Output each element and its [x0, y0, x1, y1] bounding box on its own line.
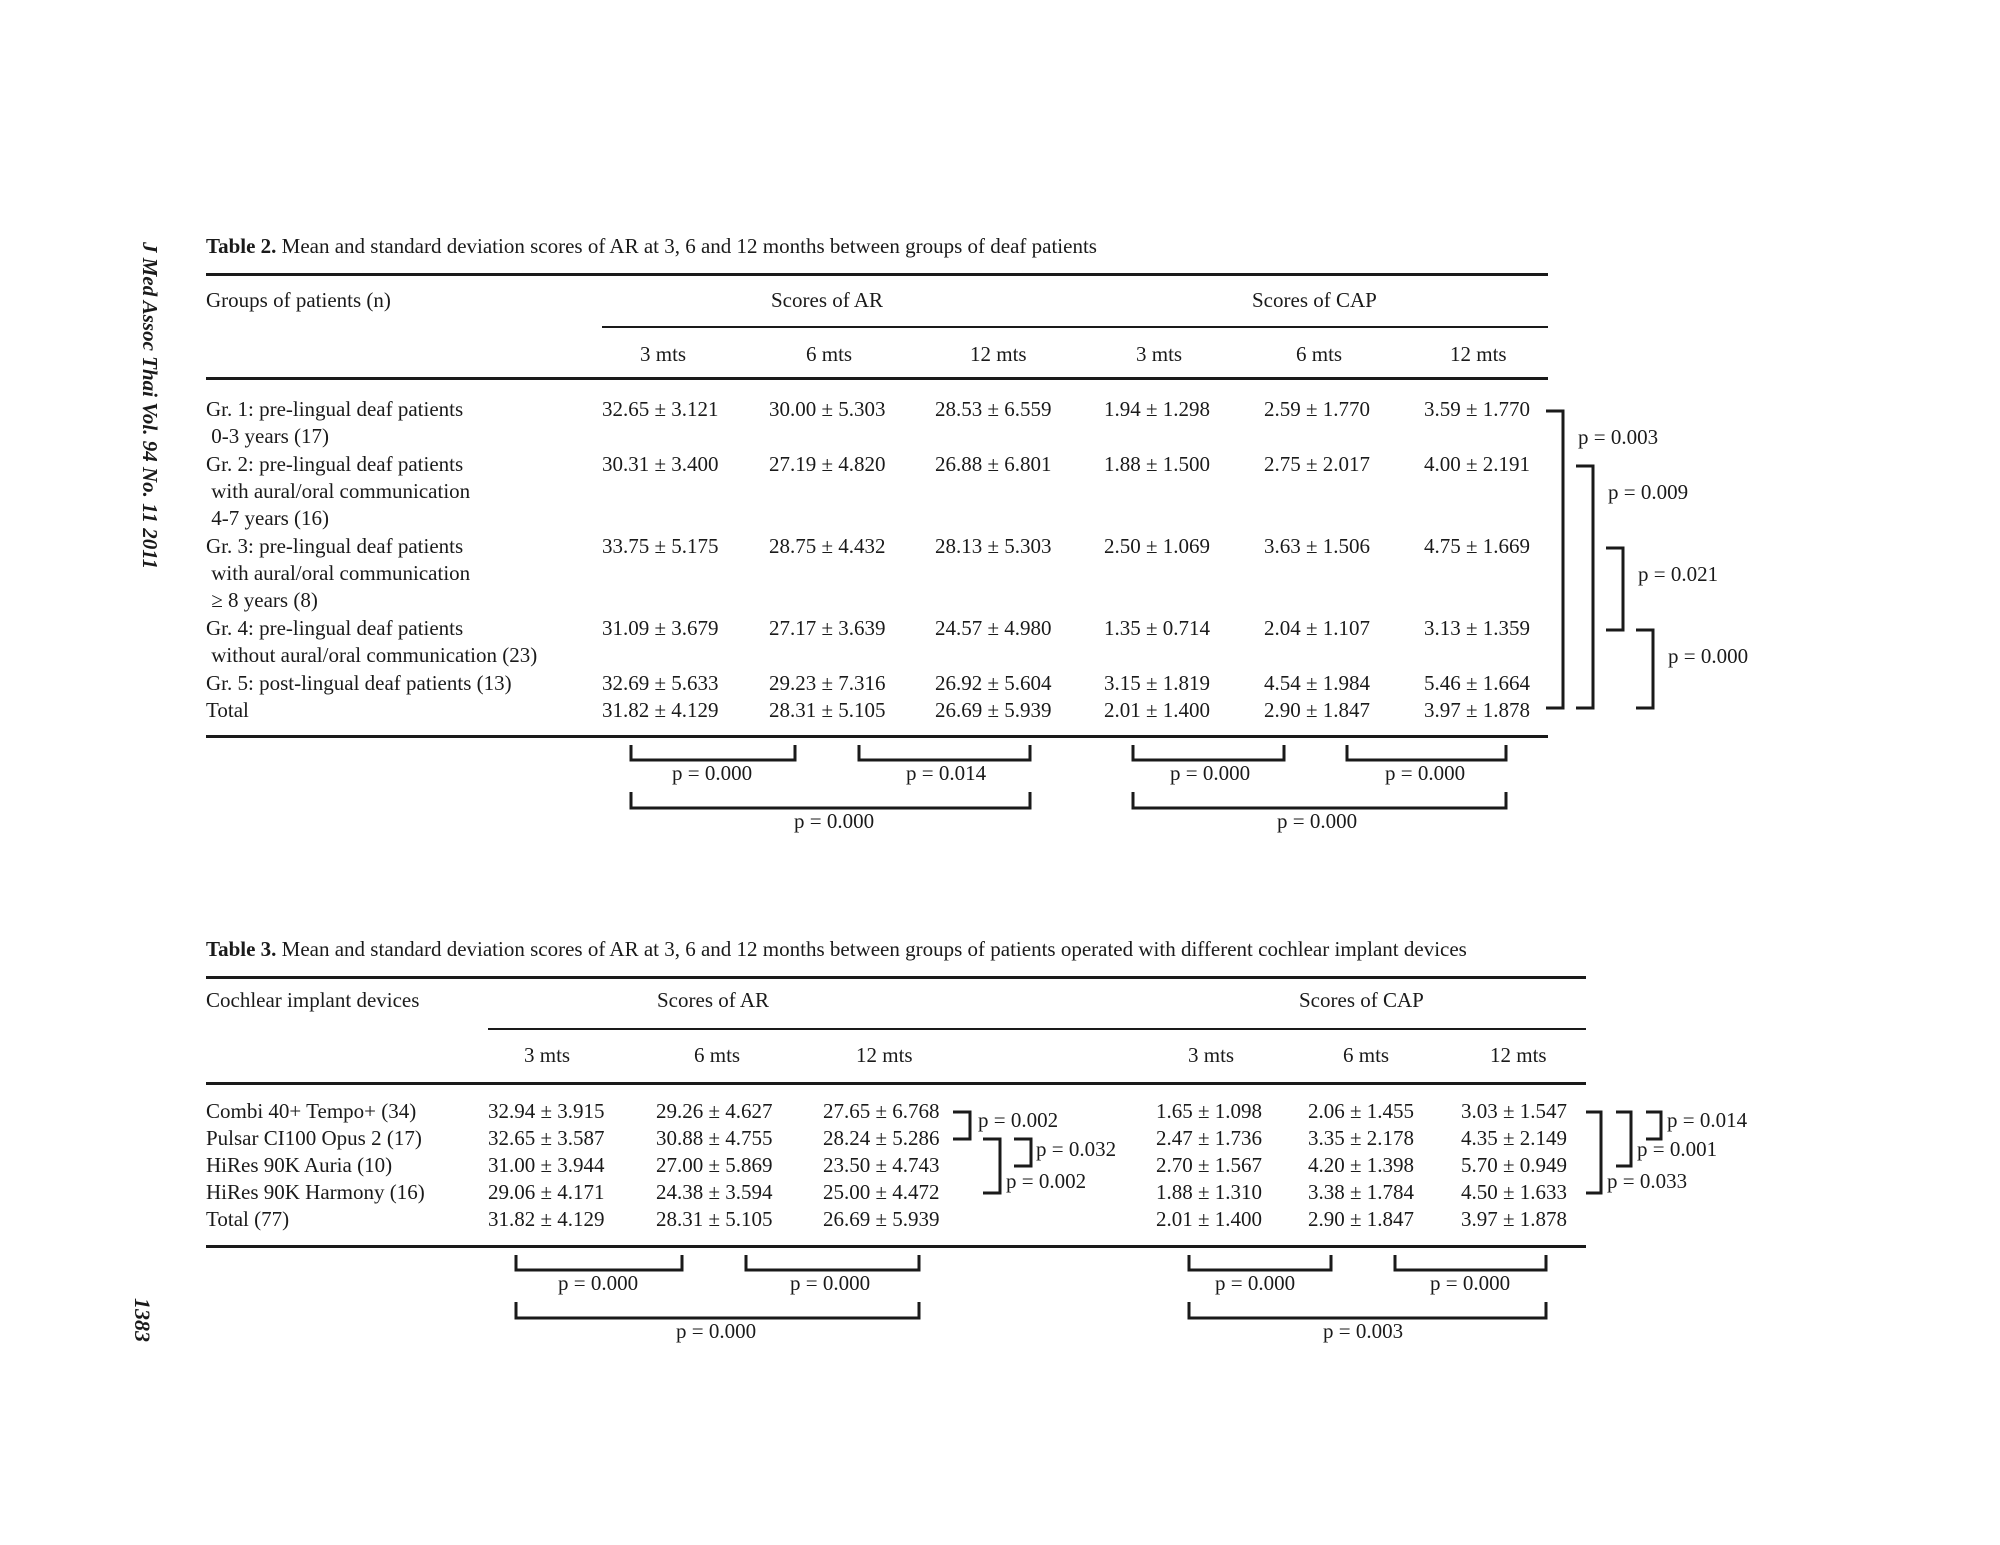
table3-row3-label: HiRes 90K Auria (10)	[206, 1153, 393, 1177]
t2-bracket-2	[1576, 466, 1593, 708]
table2-cell-r4-c3: 24.57 ± 4.980	[935, 616, 1052, 640]
table2-row1-label: Gr. 1: pre-lingual deaf patients 0-3 years (17)	[206, 397, 464, 448]
table3-cell-r1-c4: 1.65 ± 1.098	[1156, 1099, 1263, 1123]
table3-total-label: Total (77)	[206, 1207, 290, 1231]
table2-cell-r6-c3: 26.69 ± 5.939	[935, 698, 1052, 722]
table2-header-rule	[206, 377, 1548, 380]
table2-cell-r3-c5: 3.63 ± 1.506	[1264, 534, 1371, 558]
table2-total-label: Total	[206, 698, 249, 722]
table3-cell-r3-c6: 5.70 ± 0.949	[1461, 1153, 1568, 1177]
table2-p-right-4: p = 0.000	[1668, 644, 1749, 668]
table3-row2-label: Pulsar CI100 Opus 2 (17)	[206, 1126, 422, 1150]
page-number: 1383	[130, 1298, 155, 1342]
table2-row4-label: Gr. 4: pre-lingual deaf patients without aural/oral communication (23)	[206, 616, 538, 667]
table3-subheader-ar-6: 6 mts	[694, 1043, 741, 1067]
table3-cell-r2-c1: 32.65 ± 3.587	[488, 1126, 605, 1150]
table2-cell-r3-c3: 28.13 ± 5.303	[935, 534, 1052, 558]
table3-cell-r3-c2: 27.00 ± 5.869	[656, 1153, 773, 1177]
t3-bottom-bracket-5	[516, 1302, 919, 1318]
table2-cell-r1-c5: 2.59 ± 1.770	[1264, 397, 1371, 421]
table3-ar-p-right-2: p = 0.032	[1036, 1137, 1117, 1161]
table3-subheader-ar-3: 3 mts	[524, 1043, 571, 1067]
table3-label: Table 3.	[206, 937, 277, 961]
table2-p-bottom-6: p = 0.000	[1277, 809, 1358, 833]
table2-cell-r6-c4: 2.01 ± 1.400	[1104, 698, 1211, 722]
table2-label: Table 2.	[206, 234, 277, 258]
table3-bottom-rule	[206, 1245, 1586, 1248]
table2-cell-r2-c2: 27.19 ± 4.820	[769, 452, 886, 476]
table2-row2-label: Gr. 2: pre-lingual deaf patients with aural/oral communication 4-7 years (16)	[206, 452, 471, 530]
table3-cell-r1-c3: 27.65 ± 6.768	[823, 1099, 940, 1123]
table3-cell-r1-c2: 29.26 ± 4.627	[656, 1099, 773, 1123]
table3-cell-r1-c1: 32.94 ± 3.915	[488, 1099, 605, 1123]
t3-bottom-bracket-2	[746, 1255, 919, 1270]
table3-cell-r5-c1: 31.82 ± 4.129	[488, 1207, 605, 1231]
table2-subheader-cap-3: 3 mts	[1136, 342, 1183, 366]
table2-cell-r1-c6: 3.59 ± 1.770	[1424, 397, 1531, 421]
table3-cell-r2-c3: 28.24 ± 5.286	[823, 1126, 940, 1150]
table2-cell-r5-c5: 4.54 ± 1.984	[1264, 671, 1371, 695]
table2-cell-r4-c2: 27.17 ± 3.639	[769, 616, 886, 640]
table2-group-rule	[602, 326, 1548, 328]
table3-p-bottom-2: p = 0.000	[790, 1271, 871, 1295]
table2-cell-r5-c1: 32.69 ± 5.633	[602, 671, 719, 695]
table2-cell-r4-c4: 1.35 ± 0.714	[1104, 616, 1211, 640]
table3-cell-r3-c3: 23.50 ± 4.743	[823, 1153, 940, 1177]
table2-cell-r1-c1: 32.65 ± 3.121	[602, 397, 719, 421]
table2-subheader-ar-3: 3 mts	[640, 342, 687, 366]
table3-caption	[206, 937, 1467, 962]
table2-caption	[206, 234, 1097, 259]
table3-cap-p-right-2: p = 0.001	[1637, 1137, 1718, 1161]
table3-cell-r4-c6: 4.50 ± 1.633	[1461, 1180, 1568, 1204]
table2-cell-r6-c2: 28.31 ± 5.105	[769, 698, 886, 722]
table3-group-rule	[488, 1028, 1586, 1030]
table2-bottom-rule	[206, 735, 1548, 738]
table3-cell-r5-c5: 2.90 ± 1.847	[1308, 1207, 1415, 1231]
table2-cell-r1-c2: 30.00 ± 5.303	[769, 397, 886, 421]
t2-bottom-bracket-4	[1347, 745, 1506, 760]
table3-cell-r4-c5: 3.38 ± 1.784	[1308, 1180, 1415, 1204]
table3-p-bottom-3: p = 0.000	[1215, 1271, 1296, 1295]
t2-bracket-1	[1546, 411, 1563, 708]
table3-header-rule	[206, 1082, 1586, 1085]
table2-ar-header: Scores of AR	[771, 288, 883, 312]
t3-bottom-bracket-6	[1189, 1302, 1546, 1318]
table2-caption-text: Mean and standard deviation scores of AR at 3, 6 and 12 months between groups of deaf patients	[281, 234, 1097, 258]
t2-bottom-bracket-2	[859, 745, 1030, 760]
table2-cell-r2-c1: 30.31 ± 3.400	[602, 452, 719, 476]
table2-subheader-cap-6: 6 mts	[1296, 342, 1343, 366]
table2-cell-r4-c1: 31.09 ± 3.679	[602, 616, 719, 640]
table3-cell-r5-c6: 3.97 ± 1.878	[1461, 1207, 1568, 1231]
table3-cap-p-right-3: p = 0.033	[1607, 1169, 1688, 1193]
table2-cell-r3-c6: 4.75 ± 1.669	[1424, 534, 1531, 558]
table3-cell-r3-c4: 2.70 ± 1.567	[1156, 1153, 1263, 1177]
table2-p-bottom-2: p = 0.014	[906, 761, 987, 785]
table2-cell-r5-c3: 26.92 ± 5.604	[935, 671, 1052, 695]
table3-cell-r4-c1: 29.06 ± 4.171	[488, 1180, 605, 1204]
table2-p-bottom-1: p = 0.000	[672, 761, 753, 785]
table2-cell-r3-c1: 33.75 ± 5.175	[602, 534, 719, 558]
table3-cell-r2-c5: 3.35 ± 2.178	[1308, 1126, 1415, 1150]
t3-bottom-bracket-1	[516, 1255, 682, 1270]
table2-subheader-ar-6: 6 mts	[806, 342, 853, 366]
table2-cell-r5-c2: 29.23 ± 7.316	[769, 671, 886, 695]
running-head: J Med Assoc Thai Vol. 94 No. 11 2011	[138, 242, 162, 570]
table3-p-bottom-5: p = 0.000	[676, 1319, 757, 1343]
table3-subheader-cap-12: 12 mts	[1490, 1043, 1547, 1067]
table2-cell-r2-c3: 26.88 ± 6.801	[935, 452, 1052, 476]
table3-cell-r5-c3: 26.69 ± 5.939	[823, 1207, 940, 1231]
table2-cell-r5-c4: 3.15 ± 1.819	[1104, 671, 1211, 695]
table3-p-bottom-4: p = 0.000	[1430, 1271, 1511, 1295]
table3-devices-header: Cochlear implant devices	[206, 988, 420, 1012]
table2-cell-r1-c3: 28.53 ± 6.559	[935, 397, 1052, 421]
table3-top-rule	[206, 976, 1586, 979]
table3-ar-p-right-3: p = 0.002	[1006, 1169, 1087, 1193]
table3-cell-r2-c6: 4.35 ± 2.149	[1461, 1126, 1568, 1150]
table2-groups-header: Groups of patients (n)	[206, 288, 391, 312]
t3-cap-bracket-1	[1586, 1112, 1601, 1193]
table3-cell-r1-c6: 3.03 ± 1.547	[1461, 1099, 1568, 1123]
table2-p-right-3: p = 0.021	[1638, 562, 1719, 586]
table3-cell-r3-c1: 31.00 ± 3.944	[488, 1153, 605, 1177]
table2-cell-r2-c4: 1.88 ± 1.500	[1104, 452, 1211, 476]
table3-cell-r4-c3: 25.00 ± 4.472	[823, 1180, 940, 1204]
table2-cell-r1-c4: 1.94 ± 1.298	[1104, 397, 1211, 421]
table3-p-bottom-6: p = 0.003	[1323, 1319, 1404, 1343]
table3-row4-label: HiRes 90K Harmony (16)	[206, 1180, 425, 1204]
table2-cell-r3-c2: 28.75 ± 4.432	[769, 534, 886, 558]
table3-cell-r3-c5: 4.20 ± 1.398	[1308, 1153, 1415, 1177]
table2-p-bottom-5: p = 0.000	[794, 809, 875, 833]
t3-bottom-bracket-3	[1189, 1255, 1331, 1270]
t3-bottom-bracket-4	[1395, 1255, 1546, 1270]
table2-cell-r6-c1: 31.82 ± 4.129	[602, 698, 719, 722]
table2-cap-header: Scores of CAP	[1252, 288, 1377, 312]
table2-cell-r4-c6: 3.13 ± 1.359	[1424, 616, 1531, 640]
t3-cap-bracket-2	[1616, 1112, 1631, 1166]
table2-p-right-1: p = 0.003	[1578, 425, 1659, 449]
t3-cap-bracket-3	[1646, 1112, 1661, 1139]
table3-cell-r2-c4: 2.47 ± 1.736	[1156, 1126, 1263, 1150]
table3-cell-r1-c5: 2.06 ± 1.455	[1308, 1099, 1415, 1123]
table2-p-right-2: p = 0.009	[1608, 480, 1689, 504]
table3-ar-p-right-1: p = 0.002	[978, 1108, 1059, 1132]
table2-cell-r6-c6: 3.97 ± 1.878	[1424, 698, 1531, 722]
table3-cell-r5-c4: 2.01 ± 1.400	[1156, 1207, 1263, 1231]
table2-p-bottom-3: p = 0.000	[1170, 761, 1251, 785]
table2-row5-label: Gr. 5: post-lingual deaf patients (13)	[206, 671, 512, 695]
table3-cell-r5-c2: 28.31 ± 5.105	[656, 1207, 773, 1231]
table3-cell-r4-c4: 1.88 ± 1.310	[1156, 1180, 1263, 1204]
t2-bottom-bracket-5	[631, 792, 1030, 808]
table3-caption-text: Mean and standard deviation scores of AR at 3, 6 and 12 months between groups of patients operated with different cochlear implant devices	[281, 937, 1467, 961]
table3-subheader-ar-12: 12 mts	[856, 1043, 913, 1067]
table2-subheader-cap-12: 12 mts	[1450, 342, 1507, 366]
table2-subheader-ar-12: 12 mts	[970, 342, 1027, 366]
t2-bottom-bracket-3	[1133, 745, 1284, 760]
table3-cell-r2-c2: 30.88 ± 4.755	[656, 1126, 773, 1150]
t2-bottom-bracket-1	[631, 745, 795, 760]
t3-ar-bracket-3	[983, 1139, 1000, 1193]
table3-subheader-cap-3: 3 mts	[1188, 1043, 1235, 1067]
t2-bracket-4	[1636, 630, 1653, 708]
t3-ar-bracket-2	[1014, 1139, 1031, 1166]
t2-bottom-bracket-6	[1133, 792, 1506, 808]
table2-cell-r4-c5: 2.04 ± 1.107	[1264, 616, 1371, 640]
table2-cell-r5-c6: 5.46 ± 1.664	[1424, 671, 1531, 695]
table3-ar-header: Scores of AR	[657, 988, 769, 1012]
table3-cap-p-right-1: p = 0.014	[1667, 1108, 1748, 1132]
table3-cap-header: Scores of CAP	[1299, 988, 1424, 1012]
table2-top-rule	[206, 273, 1548, 276]
t3-ar-bracket-1	[953, 1112, 970, 1139]
table2-cell-r6-c5: 2.90 ± 1.847	[1264, 698, 1371, 722]
table2-row3-label: Gr. 3: pre-lingual deaf patients with aural/oral communication ≥ 8 years (8)	[206, 534, 471, 612]
table2-cell-r3-c4: 2.50 ± 1.069	[1104, 534, 1211, 558]
table2-p-bottom-4: p = 0.000	[1385, 761, 1466, 785]
table3-p-bottom-1: p = 0.000	[558, 1271, 639, 1295]
table3-cell-r4-c2: 24.38 ± 3.594	[656, 1180, 773, 1204]
table2-cell-r2-c6: 4.00 ± 2.191	[1424, 452, 1531, 476]
table3-row1-label: Combi 40+ Tempo+ (34)	[206, 1099, 417, 1123]
table2-cell-r2-c5: 2.75 ± 2.017	[1264, 452, 1371, 476]
t2-bracket-3	[1606, 548, 1623, 630]
table3-subheader-cap-6: 6 mts	[1343, 1043, 1390, 1067]
